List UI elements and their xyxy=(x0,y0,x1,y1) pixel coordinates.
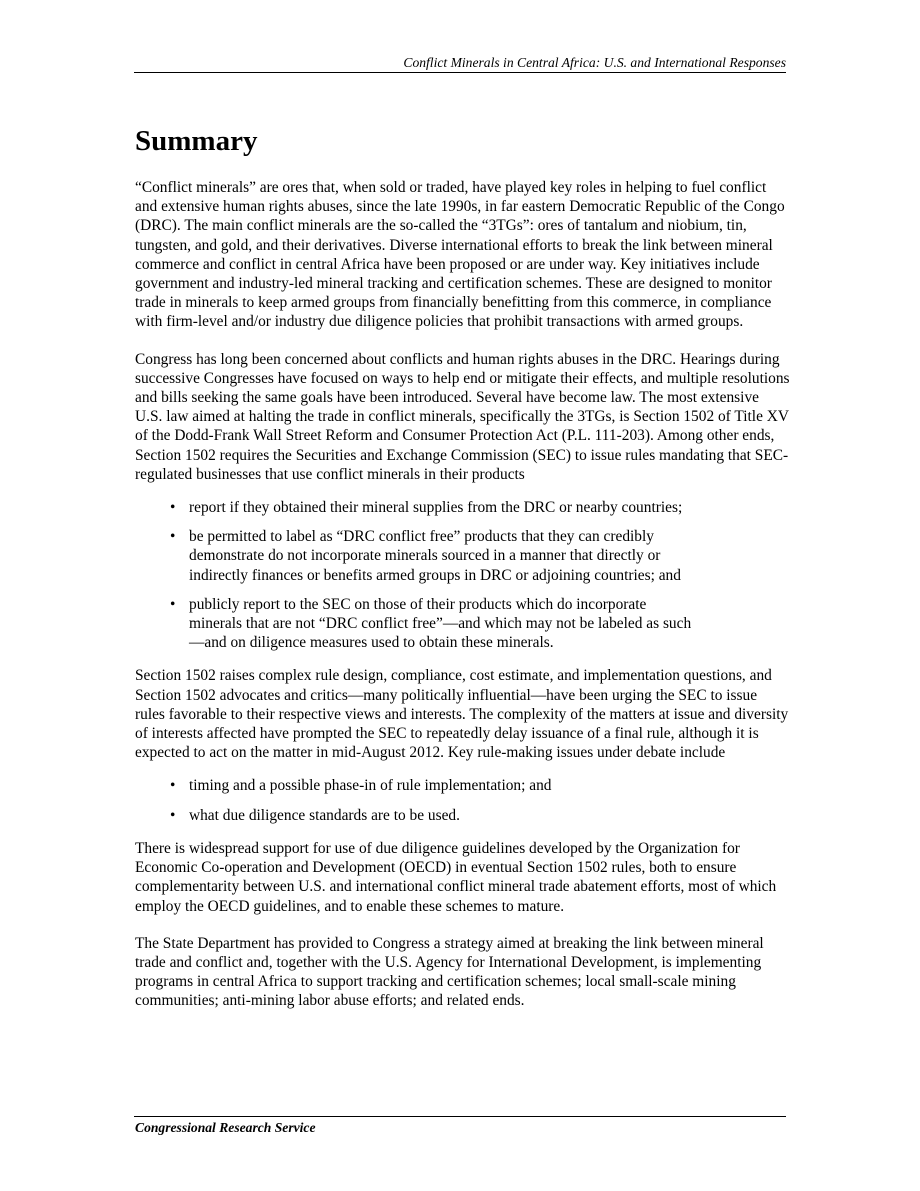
bullet-list-sec-rules xyxy=(135,498,790,652)
bullet-list-debate-issues xyxy=(135,776,790,824)
list-item xyxy=(135,595,790,653)
list-item-text: publicly report to the SEC on those of their products which do incorporate minerals that are not “DRC conflict free”—and which may not be labeled as such—and on diligence measures used to obtain these minerals. xyxy=(189,595,692,652)
list-item xyxy=(135,776,790,795)
list-item xyxy=(135,498,790,517)
paragraph-state-department: The State Department has provided to Congress a strategy aimed at breaking the link between mineral trade and conflict and, together with the U.S. Agency for International Development, is implementing programs in central Africa to support tracking and certification schemes; local small-scale mining communities; anti-mining labor abuse efforts; and related ends. xyxy=(135,934,764,1010)
bullet-icon: • xyxy=(170,777,176,795)
list-item xyxy=(135,806,790,825)
paragraph-congress: Congress has long been concerned about conflicts and human rights abuses in the DRC. Hearings during successive Congresses have focused on ways to help end or mitigate their effects, and multiple resolutions and bills seeking the same goals have been introduced. Several have become law. The most extensive U.S. law aimed at halting the trade in conflict minerals, specifically the 3TGs, is Section 1502 of Title XV of the Dodd-Frank Wall Street Reform and Consumer Protection Act (P.L. 111-203). Among other ends, Section 1502 requires the Securities and Exchange Commission (SEC) to issue rules mandating that SEC-regulated businesses that use conflict minerals in their products xyxy=(135,350,790,483)
bullet-icon: • xyxy=(170,528,176,546)
bullet-icon: • xyxy=(170,595,176,613)
list-item-text: report if they obtained their mineral supplies from the DRC or nearby countries; xyxy=(189,499,683,517)
running-header: Conflict Minerals in Central Africa: U.S. and International Responses xyxy=(403,55,786,70)
paragraph-section-1502: Section 1502 raises complex rule design, compliance, cost estimate, and implementation questions, and Section 1502 advocates and critics—many politically influential—have been urging the SEC to issue rules favorable to their respective views and interests. The complexity of the matters at issue and diversity of interests affected have prompted the SEC to repeatedly delay issuance of a final rule, although it is expected to act on the matter in mid-August 2012. Key rule-making issues under debate include xyxy=(135,667,789,762)
paragraph-oecd: There is widespread support for use of due diligence guidelines developed by the Organization for Economic Co-operation and Development (OECD) in eventual Section 1502 rules, both to ensure complementarity between U.S. and international conflict mineral trade abatement efforts, most of which employ the OECD guidelines, and to enable these schemes to mature. xyxy=(135,839,777,915)
footer-publisher: Congressional Research Service xyxy=(135,1120,316,1135)
list-item-text: what due diligence standards are to be used. xyxy=(189,806,460,824)
bullet-icon: • xyxy=(170,806,176,824)
page-title: Summary xyxy=(135,125,258,157)
header-rule xyxy=(134,72,786,73)
list-item-text: timing and a possible phase-in of rule implementation; and xyxy=(189,777,552,795)
footer-rule xyxy=(134,1116,786,1117)
bullet-icon: • xyxy=(170,499,176,517)
paragraph-intro: “Conflict minerals” are ores that, when sold or traded, have played key roles in helping to fuel conflict and extensive human rights abuses, since the late 1990s, in far eastern Democratic Republic of the Congo (DRC). The main conflict minerals are the so-called the “3TGs”: ores of tantalum and niobium, tin, tungsten, and gold, and their derivatives. Diverse international efforts to break the link between mineral commerce and conflict in central Africa have been proposed or are under way. Key initiatives include government and industry-led mineral tracking and certification schemes. These are designed to monitor trade in minerals to keep armed groups from financially benefitting from this commerce, in compliance with firm-level and/or industry due diligence policies that prohibit transactions with armed groups. xyxy=(135,179,785,331)
document-body xyxy=(135,178,790,1011)
list-item-text: be permitted to label as “DRC conflict free” products that they can credibly demonstrate do not incorporate minerals sourced in a manner that directly or indirectly finances or benefits armed groups in DRC or adjoining countries; and xyxy=(189,528,681,584)
list-item xyxy=(135,527,790,585)
